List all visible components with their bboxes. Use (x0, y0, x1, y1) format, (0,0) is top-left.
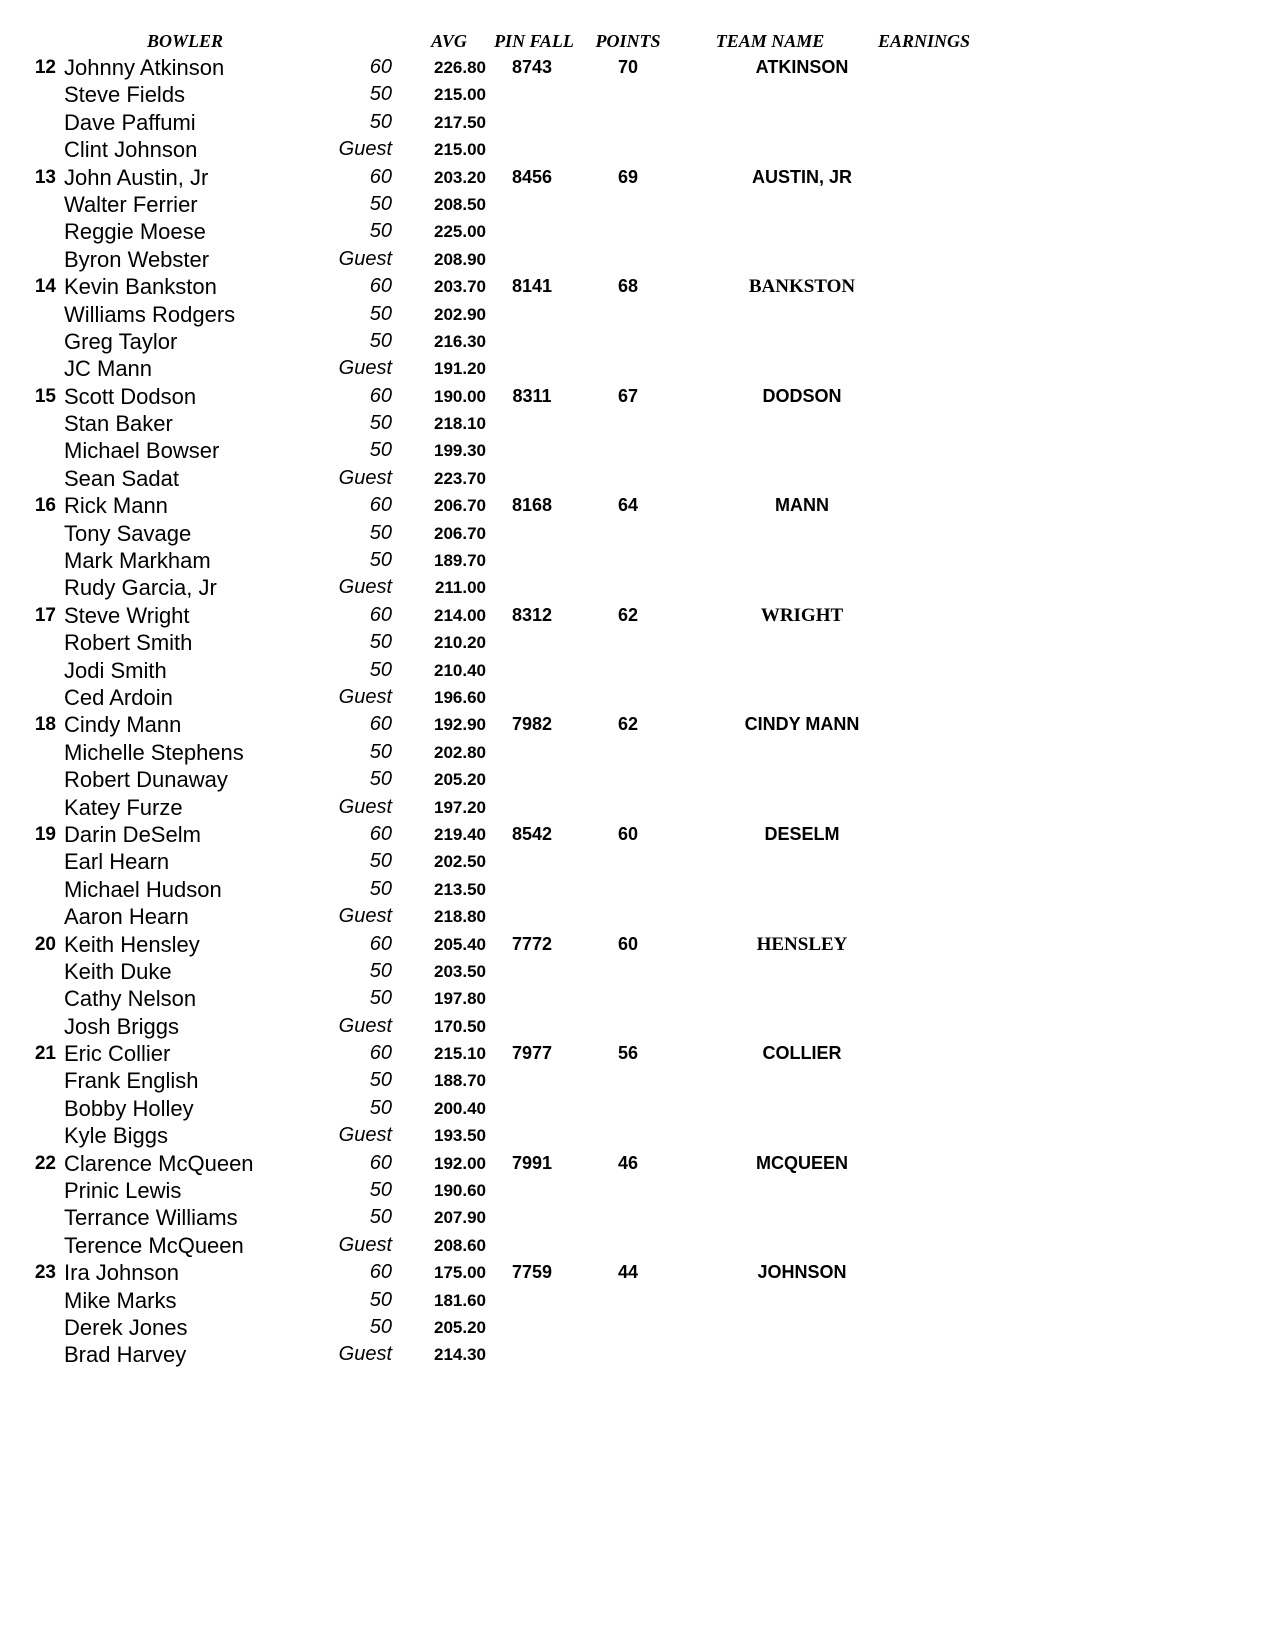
row-games: 50 (369, 1179, 392, 1202)
row-bowler-name: Katey Furze (64, 794, 183, 820)
row-games: 50 (369, 439, 392, 462)
row-average: 208.90 (434, 249, 486, 269)
row-bowler-name: Mike Marks (64, 1287, 177, 1313)
row-games: Guest (338, 905, 392, 928)
row-team-name: MANN (775, 495, 829, 516)
row-bowler-name: JC Mann (64, 356, 153, 382)
table-row (0, 876, 1275, 903)
row-average: 203.50 (434, 961, 486, 981)
row-pin-fall: 7991 (511, 1152, 553, 1173)
table-row (0, 821, 1275, 848)
row-average: 225.00 (434, 222, 486, 242)
table-row (0, 81, 1275, 108)
table-row (0, 657, 1275, 684)
row-bowler-name: Clarence McQueen (64, 1150, 254, 1176)
row-bowler-name: Derek Jones (64, 1314, 188, 1340)
row-rank: 22 (34, 1152, 56, 1174)
row-games: 60 (369, 56, 392, 78)
row-points: 67 (617, 385, 639, 406)
row-average: 214.00 (434, 605, 486, 625)
table-body (0, 54, 1275, 1369)
row-games: 50 (369, 658, 392, 681)
row-games: 60 (369, 603, 392, 626)
row-bowler-name: Walter Ferrier (64, 191, 198, 217)
row-pin-fall: 8456 (511, 166, 553, 187)
row-team-name: AUSTIN, JR (751, 166, 852, 187)
row-games: 50 (369, 83, 392, 106)
row-average: 197.80 (434, 989, 486, 1009)
table-row (0, 1177, 1275, 1204)
row-average: 193.50 (434, 1126, 486, 1146)
row-rank: 14 (34, 276, 56, 298)
row-average: 190.60 (434, 1181, 486, 1201)
row-average: 210.20 (434, 633, 486, 653)
row-pin-fall: 7977 (511, 1043, 553, 1064)
row-average: 223.70 (434, 468, 486, 488)
row-pin-fall: 8312 (511, 604, 553, 625)
table-row (0, 437, 1275, 464)
row-average: 206.70 (434, 496, 486, 516)
row-rank: 15 (34, 385, 56, 407)
row-bowler-name: Ced Ardoin (64, 684, 173, 710)
row-games: 50 (369, 192, 392, 215)
row-rank: 16 (34, 495, 56, 517)
row-average: 205.40 (434, 934, 486, 954)
table-row (0, 848, 1275, 875)
table-row (0, 1259, 1275, 1286)
row-average: 203.70 (434, 277, 486, 297)
row-rank: 12 (34, 57, 56, 78)
row-games: 60 (369, 494, 392, 517)
table-row (0, 273, 1275, 300)
row-average: 218.80 (434, 907, 486, 927)
row-bowler-name: Rick Mann (64, 493, 168, 519)
row-bowler-name: Kevin Bankston (64, 274, 217, 300)
row-games: 60 (369, 1042, 392, 1065)
table-row (0, 985, 1275, 1012)
row-average: 215.00 (434, 85, 486, 105)
table-row (0, 711, 1275, 738)
row-bowler-name: Jodi Smith (64, 657, 167, 683)
row-games: 50 (369, 1069, 392, 1092)
row-games: 60 (369, 384, 392, 407)
row-points: 46 (617, 1152, 639, 1173)
row-average: 206.70 (434, 523, 486, 543)
table-row (0, 492, 1275, 519)
row-average: 188.70 (434, 1071, 486, 1091)
row-games: 50 (369, 1288, 392, 1311)
row-points: 64 (617, 495, 639, 516)
row-bowler-name: Darin DeSelm (64, 821, 201, 847)
row-games: 50 (369, 302, 392, 325)
row-points: 62 (617, 604, 639, 625)
row-average: 175.00 (434, 1263, 486, 1283)
table-row (0, 520, 1275, 547)
row-bowler-name: Frank English (64, 1068, 199, 1094)
row-games: 50 (369, 987, 392, 1010)
row-team-name: BANKSTON (748, 276, 856, 298)
row-pin-fall: 8542 (511, 823, 553, 844)
row-bowler-name: Keith Hensley (64, 931, 200, 957)
table-header-row (0, 27, 1275, 55)
row-bowler-name: Robert Dunaway (64, 767, 228, 793)
table-row (0, 684, 1275, 711)
row-games: 50 (369, 1315, 392, 1338)
row-rank: 13 (34, 166, 56, 188)
row-pin-fall: 7982 (511, 714, 553, 735)
row-bowler-name: Ira Johnson (64, 1260, 179, 1286)
row-points: 60 (617, 933, 639, 954)
row-bowler-name: Scott Dodson (64, 383, 197, 409)
row-games: 50 (369, 740, 392, 763)
row-average: 211.00 (434, 578, 486, 598)
row-bowler-name: Clint Johnson (64, 137, 198, 163)
row-games: 60 (369, 822, 392, 845)
row-games: 50 (369, 549, 392, 572)
row-team-name: DODSON (762, 385, 842, 406)
table-row (0, 465, 1275, 492)
row-average: 226.80 (434, 58, 486, 77)
row-bowler-name: Prinic Lewis (64, 1178, 182, 1204)
row-bowler-name: Bobby Holley (64, 1095, 194, 1121)
row-games: 60 (369, 165, 392, 188)
row-rank: 20 (34, 933, 56, 955)
row-points: 68 (617, 276, 639, 297)
column-header-pin-fall: PIN FALL (494, 31, 574, 51)
row-pin-fall: 8311 (512, 385, 552, 406)
row-points: 60 (617, 823, 639, 844)
row-bowler-name: Michael Hudson (64, 876, 222, 902)
row-bowler-name: Earl Hearn (64, 849, 170, 875)
table-row (0, 410, 1275, 437)
table-row (0, 355, 1275, 382)
row-games: 60 (369, 1151, 392, 1174)
table-row (0, 602, 1275, 629)
table-row (0, 1067, 1275, 1094)
column-header-points: POINTS (595, 31, 661, 51)
row-games: 50 (369, 877, 392, 900)
row-pin-fall: 8743 (511, 57, 553, 77)
table-row (0, 1232, 1275, 1259)
row-average: 190.00 (434, 386, 486, 406)
row-average: 191.20 (434, 359, 486, 379)
row-average: 213.50 (434, 879, 486, 899)
table-row (0, 191, 1275, 218)
row-rank: 21 (34, 1043, 56, 1065)
row-average: 219.40 (434, 824, 486, 844)
row-games: Guest (338, 138, 392, 161)
row-games: 50 (369, 521, 392, 544)
row-points: 69 (617, 166, 639, 187)
row-average: 218.10 (434, 414, 486, 434)
row-games: 50 (369, 110, 392, 133)
row-games: 60 (369, 1261, 392, 1284)
row-bowler-name: Johnny Atkinson (64, 55, 225, 80)
row-bowler-name: Kyle Biggs (64, 1123, 168, 1149)
row-bowler-name: Sean Sadat (64, 465, 179, 491)
table-row (0, 1150, 1275, 1177)
row-bowler-name: Brad Harvey (64, 1342, 187, 1368)
row-points: 56 (617, 1043, 639, 1064)
row-rank: 18 (34, 714, 56, 736)
row-games: Guest (338, 685, 392, 708)
row-average: 217.50 (434, 112, 486, 132)
row-bowler-name: Rudy Garcia, Jr (64, 575, 217, 601)
row-team-name: WRIGHT (760, 604, 844, 626)
row-games: 50 (369, 1206, 392, 1229)
row-games: 60 (369, 932, 392, 955)
row-rank: 17 (34, 604, 56, 626)
row-games: Guest (338, 466, 392, 489)
row-average: 202.50 (434, 852, 486, 872)
table-row (0, 109, 1275, 136)
row-average: 189.70 (434, 551, 486, 571)
row-average: 196.60 (434, 687, 486, 707)
row-average: 208.60 (434, 1235, 486, 1255)
row-rank: 19 (34, 823, 56, 845)
table-row (0, 794, 1275, 821)
row-team-name: CINDY MANN (744, 714, 860, 735)
table-row (0, 1287, 1275, 1314)
row-points: 44 (617, 1262, 639, 1283)
row-games: Guest (338, 1233, 392, 1256)
row-average: 216.30 (434, 331, 486, 351)
table-row (0, 1095, 1275, 1122)
table-row (0, 218, 1275, 245)
table-row (0, 164, 1275, 191)
row-points: 62 (617, 714, 639, 735)
row-team-name: DESELM (764, 823, 840, 844)
table-row (0, 1122, 1275, 1149)
row-points: 70 (617, 57, 639, 77)
row-bowler-name: Williams Rodgers (64, 301, 236, 327)
row-games: 50 (369, 850, 392, 873)
table-row (0, 1040, 1275, 1067)
row-bowler-name: Michael Bowser (64, 438, 220, 464)
row-bowler-name: Terrance Williams (64, 1205, 238, 1231)
row-average: 210.40 (434, 660, 486, 680)
row-rank: 23 (34, 1262, 56, 1284)
row-team-name: HENSLEY (756, 933, 848, 955)
table-row (0, 1013, 1275, 1040)
table-row (0, 1204, 1275, 1231)
row-bowler-name: Mark Markham (64, 548, 211, 574)
table-row (0, 766, 1275, 793)
row-team-name: ATKINSON (755, 57, 849, 77)
row-team-name: COLLIER (762, 1043, 842, 1064)
row-bowler-name: Robert Smith (64, 630, 193, 656)
table-row (0, 547, 1275, 574)
row-games: Guest (338, 247, 392, 270)
table-row (0, 931, 1275, 958)
row-bowler-name: Michelle Stephens (64, 739, 244, 765)
row-bowler-name: Greg Taylor (64, 328, 178, 354)
row-games: 50 (369, 1096, 392, 1119)
row-bowler-name: Eric Collier (64, 1041, 171, 1067)
row-bowler-name: Dave Paffumi (64, 109, 196, 135)
row-average: 203.20 (434, 167, 486, 187)
table-row (0, 574, 1275, 601)
row-bowler-name: Steve Fields (64, 82, 186, 108)
table-row (0, 383, 1275, 410)
row-average: 181.60 (434, 1290, 486, 1310)
row-bowler-name: Cathy Nelson (64, 986, 197, 1012)
row-bowler-name: Keith Duke (64, 958, 172, 984)
row-pin-fall: 8168 (511, 495, 553, 516)
row-bowler-name: Josh Briggs (64, 1013, 179, 1039)
table-row (0, 739, 1275, 766)
row-average: 202.90 (434, 304, 486, 324)
row-games: 60 (369, 713, 392, 736)
row-bowler-name: Aaron Hearn (64, 904, 189, 930)
row-average: 170.50 (434, 1016, 486, 1036)
row-pin-fall: 7759 (511, 1262, 553, 1283)
row-average: 215.10 (434, 1044, 486, 1064)
column-header-bowler: BOWLER (146, 31, 224, 51)
row-games: 50 (369, 959, 392, 982)
row-bowler-name: Byron Webster (64, 246, 210, 272)
row-team-name: JOHNSON (757, 1262, 847, 1283)
table-row (0, 301, 1275, 328)
row-bowler-name: Reggie Moese (64, 219, 206, 245)
row-average: 205.20 (434, 770, 486, 790)
table-row (0, 1314, 1275, 1341)
table-row (0, 136, 1275, 163)
table-row (0, 903, 1275, 930)
row-average: 197.20 (434, 797, 486, 817)
row-games: 50 (369, 329, 392, 352)
row-games: 50 (369, 220, 392, 243)
row-average: 202.80 (434, 742, 486, 762)
row-games: Guest (338, 357, 392, 380)
row-bowler-name: John Austin, Jr (64, 164, 209, 190)
row-average: 199.30 (434, 441, 486, 461)
row-average: 205.20 (434, 1317, 486, 1337)
row-games: 60 (369, 275, 392, 298)
row-games: Guest (338, 1343, 392, 1366)
table-row (0, 54, 1275, 81)
row-pin-fall: 7772 (511, 933, 553, 954)
row-games: Guest (338, 576, 392, 599)
row-bowler-name: Stan Baker (64, 411, 173, 437)
row-average: 200.40 (434, 1098, 486, 1118)
row-bowler-name: Terence McQueen (64, 1232, 244, 1258)
row-bowler-name: Steve Wright (64, 602, 190, 628)
row-average: 207.90 (434, 1208, 486, 1228)
row-bowler-name: Cindy Mann (64, 712, 182, 738)
table-row (0, 1341, 1275, 1368)
table-row (0, 629, 1275, 656)
row-pin-fall: 8141 (511, 276, 553, 297)
row-games: 50 (369, 768, 392, 791)
table-header (0, 27, 1275, 55)
table-row (0, 328, 1275, 355)
column-header-team-name: TEAM NAME (715, 31, 825, 51)
table-row (0, 958, 1275, 985)
table-row (0, 246, 1275, 273)
row-games: Guest (338, 1124, 392, 1147)
row-average: 192.00 (434, 1153, 486, 1173)
row-games: Guest (338, 795, 392, 818)
row-average: 215.00 (434, 140, 486, 160)
row-team-name: MCQUEEN (755, 1152, 848, 1173)
column-header-earnings: EARNINGS (877, 31, 971, 51)
row-games: Guest (338, 1014, 392, 1037)
row-bowler-name: Tony Savage (64, 520, 192, 546)
row-average: 192.90 (434, 715, 486, 735)
column-header-avg: AVG (431, 31, 467, 51)
row-games: 50 (369, 631, 392, 654)
row-average: 208.50 (434, 194, 486, 214)
row-average: 214.30 (434, 1345, 486, 1365)
row-games: 50 (369, 412, 392, 435)
